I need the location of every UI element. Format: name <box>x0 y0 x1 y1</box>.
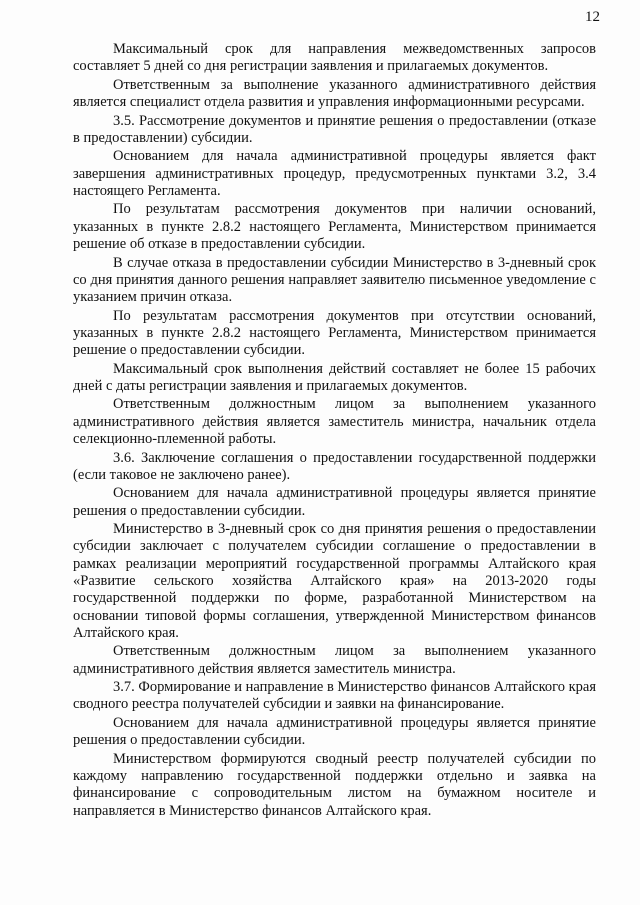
paragraph: Основанием для начала административной процедуры является принятие решения о предоставлении субсидии. <box>73 485 596 519</box>
paragraph: Основанием для начала административной процедуры является факт завершения административных процедур, предусмотренных пунктами 3.2, 3.4 настоящего Регламента. <box>73 148 596 199</box>
paragraph: По результатам рассмотрения документов при наличии оснований, указанных в пункте 2.8.2 настоящего Регламента, Министерством принимается решение об отказе в предоставлении субсидии. <box>73 201 596 253</box>
paragraph: По результатам рассмотрения документов при отсутствии оснований, указанных в пункте 2.8.2 настоящего Регламента, Министерством принимается решение о предоставлении субсидии. <box>73 307 596 359</box>
paragraph: Ответственным за выполнение указанного административного действия является специалист отдела развития и управления информационными ресурсами. <box>73 76 596 111</box>
paragraph: Максимальный срок для направления межведомственных запросов составляет 5 дней со дня регистрации заявления и прилагаемых документов. <box>73 41 596 75</box>
page-number: 12 <box>585 9 600 25</box>
paragraph: В случае отказа в предоставлении субсидии Министерство в 3-дневный срок со дня принятия данного решения направляет заявителю письменное уведомление с указанием причин отказа. <box>73 254 596 306</box>
paragraph: Ответственным должностным лицом за выполнением указанного административного действия является заместитель министра, начальник отдела селекционно-племенной работы. <box>73 396 596 448</box>
paragraph: 3.6. Заключение соглашения о предоставлении государственной поддержки (если таковое не заключено ранее). <box>73 449 596 483</box>
paragraph: Максимальный срок выполнения действий составляет не более 15 рабочих дней с даты регистрации заявления и прилагаемых документов. <box>73 360 596 394</box>
paragraph: Ответственным должностным лицом за выполнением указанного административного действия является заместитель министра. <box>73 643 596 677</box>
paragraph: Основанием для начала административной процедуры является принятие решения о предоставлении субсидии. <box>73 714 596 749</box>
paragraph: Министерство в 3-дневный срок со дня принятия решения о предоставлении субсидии заключает с получателем субсидии соглашение о предоставлении в рамках реализации мероприятий государственной программы Алтайского края «Развитие сельского хозяйства Алтайского края» на 2013-2020 годы государственной поддержки по форме, разработанной Министерством на основании типовой формы соглашения, утвержденной Министерством финансов Алтайского края. <box>73 521 596 641</box>
body-text <box>73 41 596 821</box>
paragraph: Министерством формируются сводный реестр получателей субсидии по каждому направлению государственной поддержки отдельно и заявка на финансирование с сопроводительным листом на бумажном носителе и направляется в Министерство финансов Алтайского края. <box>73 750 596 819</box>
paragraph: 3.7. Формирование и направление в Министерство финансов Алтайского края сводного реестра получателей субсидии и заявки на финансирование. <box>73 679 596 713</box>
paragraph: 3.5. Рассмотрение документов и принятие решения о предоставлении (отказе в предоставлении) субсидии. <box>73 112 596 146</box>
